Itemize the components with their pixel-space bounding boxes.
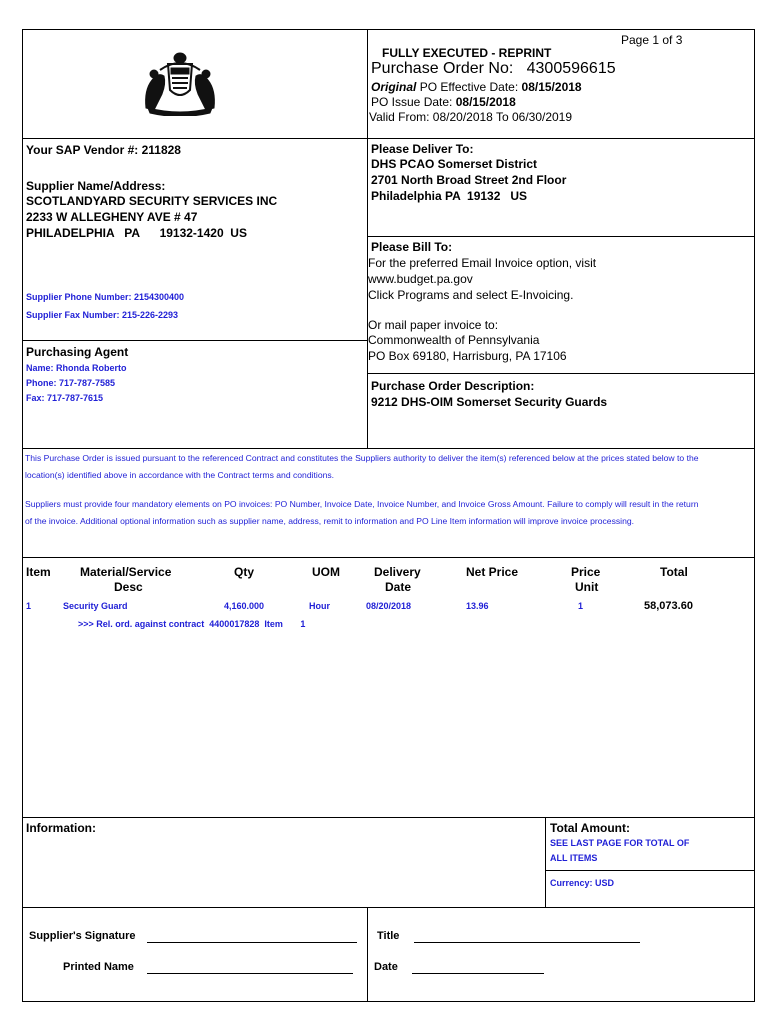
bill-line-3: Click Programs and select E-Invoicing. (368, 288, 574, 302)
original-label: Original (371, 80, 417, 94)
rule-bill (367, 236, 755, 237)
rule-agent (22, 340, 367, 341)
frame-left (22, 29, 23, 1002)
rule-description (367, 373, 755, 374)
deliver-line-2: 2701 North Broad Street 2nd Floor (371, 173, 567, 187)
row-item: 1 (26, 601, 32, 611)
printed-name-label: Printed Name (63, 961, 134, 973)
po-status: FULLY EXECUTED - REPRINT (382, 46, 552, 60)
rule-footer (22, 817, 755, 818)
col-item: Item (26, 565, 51, 579)
frame-bottom (22, 1001, 755, 1002)
row-qty: 4,160.000 (224, 601, 265, 611)
issue-date-line (371, 95, 516, 109)
row-price-unit: 1 (578, 601, 584, 611)
col-total: Total (660, 565, 688, 579)
bill-to-label: Please Bill To: (371, 240, 453, 254)
effective-date-label: PO Effective Date: (419, 80, 519, 94)
pennsylvania-coat-of-arms-seal (140, 50, 220, 116)
supplier-signature-label: Supplier's Signature (29, 930, 136, 942)
title-label: Title (377, 930, 400, 942)
po-description-label: Purchase Order Description: (371, 379, 535, 393)
col-delivery-date: Date (385, 580, 412, 594)
row-uom: Hour (309, 601, 330, 611)
supplier-city: PHILADELPHIA PA 19132-1420 US (26, 226, 247, 240)
rule-table (22, 557, 755, 558)
issue-date-label: PO Issue Date: (371, 95, 453, 109)
supplier-street: 2233 W ALLEGHENY AVE # 47 (26, 210, 198, 224)
supplier-name: SCOTLANDYARD SECURITY SERVICES INC (26, 194, 278, 208)
bill-line-2: www.budget.pa.gov (368, 272, 473, 286)
deliver-line-3: Philadelphia PA 19132 US (371, 189, 528, 203)
rule-footer-mid (545, 817, 546, 907)
po-number: 4300596615 (526, 60, 616, 77)
supplier-label: Supplier Name/Address: (26, 179, 166, 193)
supplier-phone: Supplier Phone Number: 2154300400 (26, 292, 185, 302)
purchasing-agent-label: Purchasing Agent (26, 345, 129, 359)
row-contract-reference: >>> Rel. ord. against contract 4400017828 Item 1 (78, 619, 306, 629)
row-net-price: 13.96 (466, 601, 489, 611)
col-material-desc: Desc (114, 580, 143, 594)
printed-name-line (147, 972, 353, 974)
col-price: Price (571, 565, 601, 579)
rule-currency (545, 870, 755, 871)
col-uom: UOM (312, 565, 340, 579)
rule-signatures (22, 907, 755, 908)
currency: Currency: USD (550, 878, 615, 888)
date-line (412, 972, 544, 974)
issue-date: 08/15/2018 (455, 95, 516, 109)
total-amount-note-1: SEE LAST PAGE FOR TOTAL OF (550, 838, 690, 848)
col-qty: Qty (234, 565, 255, 579)
contract-notice: This Purchase Order is issued pursuant to the referenced Contract and constitutes the Suppliers authority to deliver the item(s) referenced below at the prices stated below to the location(s) identified above in accordance with the Contract terms and conditions. (25, 453, 699, 480)
effective-date: 08/15/2018 (521, 80, 582, 94)
valid-dates: Valid From: 08/20/2018 To 06/30/2019 (369, 110, 573, 124)
agent-name: Name: Rhonda Roberto (26, 363, 127, 373)
title-line (414, 941, 640, 943)
row-material: Security Guard (63, 601, 128, 611)
col-delivery: Delivery (374, 565, 421, 579)
invoice-requirements-notice: Suppliers must provide four mandatory elements on PO invoices: PO Number, Invoice Date, Invoice Number, and Invoice Gross Amount. Failure to comply will result in the return of the invoice. Additional optional information such as supplier name, address, remit to information and PO Line Item information will improve invoice processing. (25, 499, 699, 526)
sap-vendor-number: Your SAP Vendor #: 211828 (26, 143, 181, 157)
col-material: Material/Service (80, 565, 172, 579)
po-number-label: Purchase Order No: (371, 60, 514, 77)
row-delivery: 08/20/2018 (366, 601, 412, 611)
rule-mid-top (367, 29, 368, 449)
information-label: Information: (26, 821, 96, 835)
supplier-signature-line (147, 941, 357, 943)
date-label: Date (374, 961, 398, 973)
po-number-line (371, 60, 616, 78)
total-amount-label: Total Amount: (550, 821, 630, 835)
bill-line-6: PO Box 69180, Harrisburg, PA 17106 (368, 349, 567, 363)
supplier-fax: Supplier Fax Number: 215-226-2293 (26, 310, 179, 320)
agent-phone: Phone: 717-787-7585 (26, 378, 116, 388)
bill-line-4: Or mail paper invoice to: (368, 318, 499, 332)
agent-fax: Fax: 717-787-7615 (26, 393, 104, 403)
po-description: 9212 DHS-OIM Somerset Security Guards (371, 395, 608, 409)
bill-line-5: Commonwealth of Pennsylvania (368, 333, 540, 347)
deliver-to-label: Please Deliver To: (371, 142, 474, 156)
frame-right (754, 29, 755, 1002)
frame-top (22, 29, 755, 30)
total-amount-note-2: ALL ITEMS (550, 853, 598, 863)
rule-notices (22, 448, 755, 449)
rule-signatures-mid (367, 907, 368, 1002)
col-net-price: Net Price (466, 565, 519, 579)
col-price-unit: Unit (575, 580, 599, 594)
row-total: 58,073.60 (644, 600, 693, 612)
page-number: Page 1 of 3 (621, 33, 683, 47)
rule-header (22, 138, 755, 139)
deliver-line-1: DHS PCAO Somerset District (371, 157, 538, 171)
effective-date-line (371, 80, 582, 94)
bill-line-1: For the preferred Email Invoice option, visit (368, 256, 597, 270)
